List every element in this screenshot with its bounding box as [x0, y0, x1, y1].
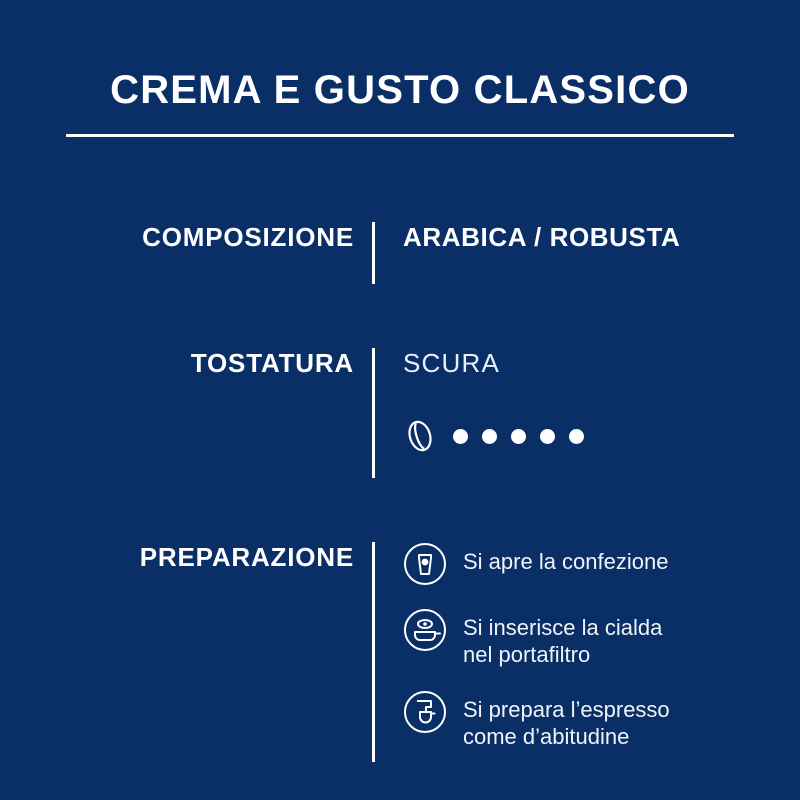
- intensity-dots: [453, 429, 598, 444]
- espresso-machine-cup-icon: [403, 690, 447, 734]
- step-line-1: Si prepara l’espresso: [463, 697, 670, 722]
- portafilter-pod-icon: [403, 608, 447, 652]
- title-block: [0, 70, 800, 137]
- preparazione-vertical-divider: [372, 542, 375, 762]
- coffee-bean-icon: [403, 419, 437, 453]
- row-composizione: [0, 222, 800, 284]
- tostatura-value: SCURA: [403, 348, 501, 378]
- composizione-vertical-divider: [372, 222, 375, 284]
- row-tostatura: [0, 348, 800, 478]
- tostatura-label: TOSTATURA: [190, 348, 354, 378]
- list-item: [403, 542, 800, 586]
- composizione-label: COMPOSIZIONE: [142, 222, 354, 252]
- step-line-2: nel portafiltro: [463, 642, 591, 667]
- step-line-1: Si inserisce la cialda: [463, 615, 663, 640]
- composizione-value: ARABICA / ROBUSTA: [403, 222, 681, 252]
- intensity-dot: [482, 429, 497, 444]
- list-item-text: [463, 542, 668, 575]
- preparazione-label-col: [0, 542, 354, 573]
- list-item: [403, 608, 800, 668]
- list-item-text: [463, 608, 662, 668]
- composizione-label-col: [0, 222, 354, 253]
- list-item: [403, 690, 800, 750]
- coffee-pod-package-icon: [403, 542, 447, 586]
- list-item-text: [463, 690, 670, 750]
- preparation-steps: [403, 542, 800, 772]
- row-preparazione: [0, 542, 800, 772]
- step-line-2: come d’abitudine: [463, 724, 630, 749]
- step-line-1: Si apre la confezione: [463, 549, 669, 574]
- intensity-dot: [453, 429, 468, 444]
- composizione-value-col: [403, 222, 800, 253]
- title-divider: [66, 134, 734, 137]
- intensity-dot: [511, 429, 526, 444]
- preparazione-label: PREPARAZIONE: [139, 542, 354, 572]
- intensity-rating: [403, 419, 800, 453]
- tostatura-vertical-divider: [372, 348, 375, 478]
- tostatura-label-col: [0, 348, 354, 379]
- preparazione-value-col: [403, 542, 800, 772]
- intensity-dot: [569, 429, 584, 444]
- page-title: CREMA E GUSTO CLASSICO: [110, 68, 690, 112]
- tostatura-value-col: [403, 348, 800, 453]
- intensity-dot: [540, 429, 555, 444]
